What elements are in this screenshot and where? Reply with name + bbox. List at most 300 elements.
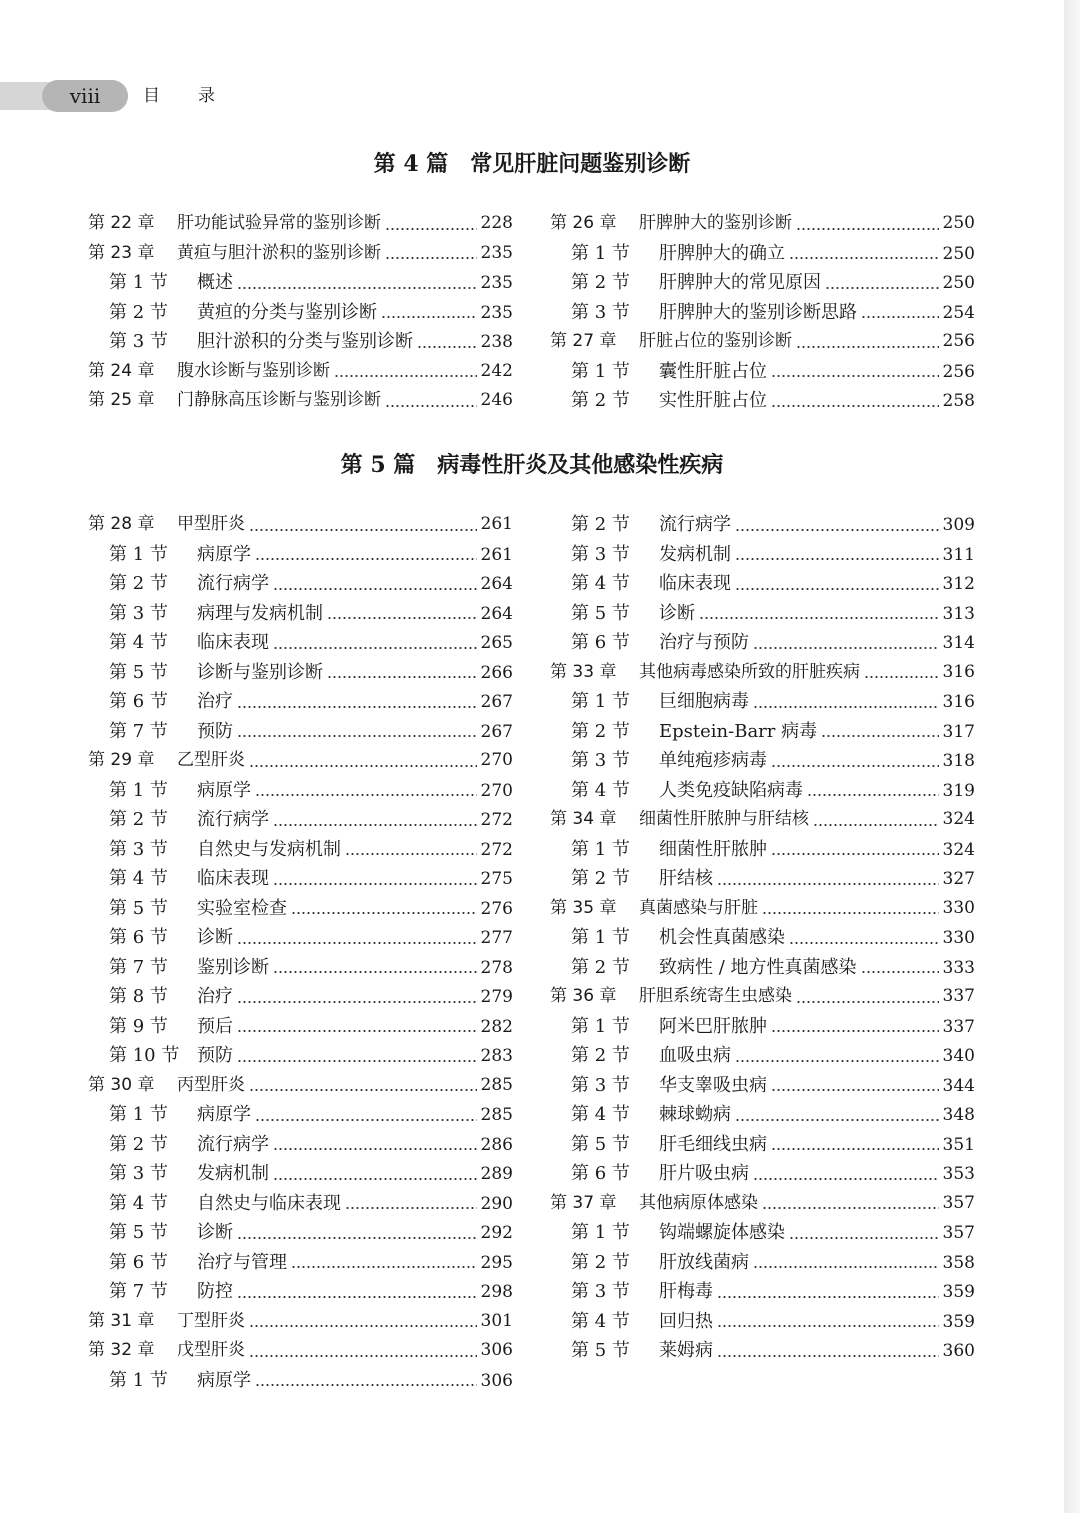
toc-chapter-entry — [550, 805, 975, 835]
entry-title: 单纯疱疹病毒 — [659, 750, 767, 771]
entry-title: 临床表现 — [197, 632, 269, 653]
dot-leader — [771, 1148, 939, 1150]
entry-label: 第 5 节 — [571, 602, 630, 624]
entry-title: 门静脉高压诊断与鉴别诊断 — [177, 390, 381, 410]
entry-page-number: 324 — [942, 809, 975, 829]
toc-chapter-entry — [88, 386, 513, 416]
entry-title: 棘球蚴病 — [659, 1104, 731, 1125]
entry-page-number: 292 — [480, 1223, 513, 1243]
entry-title: 戊型肝炎 — [177, 1340, 245, 1360]
entry-title: 肝脾肿大的鉴别诊断思路 — [659, 301, 857, 323]
toc-section-entry — [88, 1189, 513, 1219]
entry-page-number: 270 — [480, 750, 513, 770]
toc-section-entry — [550, 1130, 975, 1160]
entry-page-number: 286 — [480, 1134, 513, 1155]
toc-section-entry — [550, 386, 975, 416]
entry-page-number: 275 — [480, 869, 513, 889]
dot-leader — [825, 287, 939, 289]
toc-section-entry — [550, 510, 975, 540]
dot-leader — [861, 316, 939, 318]
toc-section-entry — [88, 717, 513, 747]
entry-label: 第 3 节 — [109, 838, 168, 860]
dot-leader — [753, 1266, 939, 1268]
entry-title: 临床表现 — [659, 573, 731, 594]
entry-title: 血吸虫病 — [659, 1045, 731, 1066]
entry-page-number: 228 — [480, 213, 513, 233]
dot-leader — [789, 1237, 939, 1239]
entry-page-number: 313 — [942, 603, 975, 624]
dot-leader — [237, 1296, 477, 1298]
entry-label: 第 4 节 — [571, 779, 630, 801]
toc-section-entry — [88, 1248, 513, 1278]
entry-label: 第 23 章 — [88, 242, 155, 263]
entry-title: 肝结核 — [659, 868, 713, 889]
entry-label: 第 3 节 — [571, 750, 630, 771]
toc-section-entry — [88, 894, 513, 924]
toc-section-entry — [88, 298, 513, 328]
toc-section-entry — [88, 835, 513, 865]
toc-section-entry — [550, 1336, 975, 1366]
toc-section-entry — [550, 540, 975, 570]
entry-title: 诊断 — [659, 602, 695, 624]
dot-leader — [789, 942, 939, 944]
toc-section-entry — [88, 953, 513, 983]
entry-label: 第 31 章 — [88, 1310, 155, 1331]
entry-title: 真菌感染与肝脏 — [639, 897, 758, 918]
dot-leader — [735, 558, 939, 560]
entry-label: 第 4 节 — [109, 632, 168, 653]
entry-page-number: 261 — [480, 544, 513, 565]
entry-page-number: 311 — [942, 544, 975, 565]
entry-title: 治疗 — [197, 986, 233, 1007]
dot-leader — [771, 853, 939, 855]
entry-title: 其他病原体感染 — [639, 1192, 758, 1213]
entry-title: 肝放线菌病 — [659, 1251, 749, 1273]
entry-title: 肝脏占位的鉴别诊断 — [639, 331, 792, 351]
dot-leader — [273, 1178, 477, 1180]
dot-leader — [771, 375, 939, 377]
toc-chapter-entry — [550, 327, 975, 357]
entry-page-number: 246 — [480, 390, 513, 410]
entry-title: 细菌性肝脓肿 — [659, 838, 767, 860]
entry-page-number: 358 — [942, 1252, 975, 1273]
dot-leader — [237, 735, 477, 737]
toc-section-entry — [88, 1366, 513, 1396]
toc-section-entry — [550, 1100, 975, 1130]
entry-title: 莱姆病 — [659, 1340, 713, 1361]
entry-label: 第 2 节 — [571, 1045, 630, 1066]
toc-section-entry — [88, 923, 513, 953]
dot-leader — [771, 1089, 939, 1091]
entry-title: 钩端螺旋体感染 — [659, 1222, 785, 1243]
entry-page-number: 261 — [480, 514, 513, 534]
toc-section-entry — [550, 687, 975, 717]
entry-label: 第 3 节 — [109, 331, 168, 352]
header-title: 目录 — [143, 86, 253, 106]
dot-leader — [385, 405, 477, 407]
entry-label: 第 5 节 — [109, 1222, 168, 1243]
entry-page-number: 258 — [942, 391, 975, 411]
entry-page-number: 306 — [480, 1370, 513, 1391]
entry-page-number: 357 — [942, 1223, 975, 1243]
dot-leader — [771, 765, 939, 767]
entry-title: 发病机制 — [659, 543, 731, 565]
entry-title: 肝毛细线虫病 — [659, 1133, 767, 1155]
toc-chapter-entry — [550, 1189, 975, 1219]
entry-label: 第 3 节 — [571, 1281, 630, 1302]
entry-title: 概述 — [197, 272, 233, 293]
entry-label: 第 5 节 — [571, 1340, 630, 1361]
entry-page-number: 301 — [480, 1310, 513, 1331]
entry-label: 第 1 节 — [571, 242, 630, 264]
entry-label: 第 1 节 — [109, 1104, 168, 1125]
entry-title: 回归热 — [659, 1310, 713, 1332]
entry-label: 第 1 节 — [571, 360, 630, 382]
entry-title: 细菌性肝脓肿与肝结核 — [639, 809, 809, 829]
entry-title: Epstein-Barr 病毒 — [659, 720, 818, 742]
entry-label: 第 1 节 — [109, 543, 168, 565]
entry-label: 第 5 节 — [109, 661, 168, 683]
entry-title: 病原学 — [197, 1369, 251, 1391]
dot-leader — [796, 228, 939, 230]
dot-leader — [273, 971, 477, 973]
entry-title: 诊断 — [197, 927, 233, 948]
entry-title: 流行病学 — [659, 514, 731, 535]
toc-section-entry — [550, 1277, 975, 1307]
entry-label: 第 4 节 — [571, 573, 630, 594]
toc-section-entry — [88, 569, 513, 599]
entry-page-number: 272 — [480, 839, 513, 860]
entry-page-number: 250 — [942, 243, 975, 264]
toc-section-entry — [88, 628, 513, 658]
dot-leader — [717, 883, 939, 885]
entry-label: 第 7 节 — [109, 1281, 168, 1302]
entry-page-number: 265 — [480, 633, 513, 653]
entry-page-number: 283 — [480, 1046, 513, 1066]
entry-title: 肝脾肿大的确立 — [659, 242, 785, 264]
entry-label: 第 7 节 — [109, 956, 168, 978]
dot-leader — [273, 824, 477, 826]
entry-page-number: 306 — [480, 1340, 513, 1360]
toc-section-entry — [88, 268, 513, 298]
dot-leader — [813, 824, 939, 826]
entry-page-number: 278 — [480, 957, 513, 978]
entry-page-number: 276 — [480, 898, 513, 919]
entry-page-number: 235 — [480, 242, 513, 263]
toc-section-entry — [550, 1071, 975, 1101]
entry-title: 实验室检查 — [197, 897, 287, 919]
toc-section-entry — [88, 687, 513, 717]
entry-label: 第 3 节 — [571, 301, 630, 323]
toc-section-entry — [550, 1041, 975, 1071]
entry-label: 第 7 节 — [109, 720, 168, 742]
dot-leader — [255, 558, 477, 560]
entry-title: 鉴别诊断 — [197, 956, 269, 978]
entry-page-number: 277 — [480, 928, 513, 948]
entry-title: 致病性 / 地方性真菌感染 — [659, 956, 857, 978]
toc-section-entry — [88, 658, 513, 688]
entry-title: 人类免疫缺陷病毒 — [659, 779, 803, 801]
toc-section-entry — [88, 805, 513, 835]
entry-page-number: 250 — [942, 273, 975, 293]
toc-section-entry — [550, 1248, 975, 1278]
entry-title: 病原学 — [197, 779, 251, 801]
entry-label: 第 3 节 — [571, 543, 630, 565]
dot-leader — [334, 375, 477, 377]
toc-section-entry — [550, 953, 975, 983]
entry-title: 肝脾肿大的鉴别诊断 — [639, 213, 792, 233]
entry-page-number: 316 — [942, 692, 975, 712]
entry-page-number: 285 — [480, 1105, 513, 1125]
entry-label: 第 30 章 — [88, 1074, 155, 1095]
toc-section-entry — [88, 1130, 513, 1160]
toc-section-entry — [88, 1277, 513, 1307]
entry-title: 预防 — [197, 1045, 233, 1066]
entry-page-number: 330 — [942, 897, 975, 918]
entry-page-number: 333 — [942, 957, 975, 978]
entry-page-number: 348 — [942, 1105, 975, 1125]
entry-title: 预后 — [197, 1015, 233, 1037]
dot-leader — [796, 346, 939, 348]
entry-title: 甲型肝炎 — [177, 514, 245, 534]
entry-label: 第 27 章 — [550, 331, 617, 351]
entry-title: 胆汁淤积的分类与鉴别诊断 — [197, 331, 413, 352]
entry-title: 诊断 — [197, 1222, 233, 1243]
dot-leader — [735, 588, 939, 590]
entry-label: 第 2 节 — [109, 1133, 168, 1155]
dot-leader — [807, 794, 939, 796]
dot-leader — [255, 1119, 477, 1121]
entry-title: 诊断与鉴别诊断 — [197, 661, 323, 683]
entry-page-number: 314 — [942, 633, 975, 653]
entry-page-number: 256 — [942, 331, 975, 351]
entry-title: 防控 — [197, 1281, 233, 1302]
entry-page-number: 337 — [942, 986, 975, 1006]
dot-leader — [237, 1030, 477, 1032]
part-4-left-column — [88, 209, 513, 416]
toc-chapter-entry — [88, 746, 513, 776]
dot-leader — [237, 287, 477, 289]
dot-leader — [771, 1030, 939, 1032]
part-4-title: 第 4 篇 常见肝脏问题鉴别诊断 — [373, 151, 691, 177]
toc-section-entry — [550, 1159, 975, 1189]
entry-title: 丁型肝炎 — [177, 1310, 245, 1331]
entry-title: 肝功能试验异常的鉴别诊断 — [177, 213, 381, 233]
entry-page-number: 272 — [480, 810, 513, 830]
dot-leader — [381, 316, 477, 318]
dot-leader — [291, 912, 477, 914]
entry-page-number: 267 — [480, 721, 513, 742]
entry-label: 第 6 节 — [109, 1251, 168, 1273]
dot-leader — [237, 1001, 477, 1003]
entry-title: 肝胆系统寄生虫感染 — [639, 986, 792, 1006]
entry-label: 第 2 节 — [571, 956, 630, 978]
entry-page-number: 327 — [942, 869, 975, 889]
entry-label: 第 3 节 — [109, 1163, 168, 1184]
toc-section-entry — [88, 1041, 513, 1071]
dot-leader — [789, 257, 939, 259]
entry-page-number: 340 — [942, 1046, 975, 1066]
entry-page-number: 264 — [480, 574, 513, 594]
entry-label: 第 6 节 — [109, 927, 168, 948]
toc-chapter-entry — [550, 982, 975, 1012]
entry-label: 第 5 节 — [109, 897, 168, 919]
entry-label: 第 5 节 — [571, 1133, 630, 1155]
dot-leader — [255, 1384, 477, 1386]
entry-label: 第 1 节 — [571, 927, 630, 948]
entry-page-number: 360 — [942, 1341, 975, 1361]
dot-leader — [717, 1296, 939, 1298]
dot-leader — [327, 676, 477, 678]
entry-title: 黄疸与胆汁淤积的鉴别诊断 — [177, 242, 381, 263]
entry-label: 第 33 章 — [550, 661, 617, 682]
toc-chapter-entry — [550, 209, 975, 239]
dot-leader — [345, 1207, 477, 1209]
entry-label: 第 8 节 — [109, 986, 168, 1007]
entry-page-number: 330 — [942, 928, 975, 948]
entry-label: 第 6 节 — [109, 691, 168, 712]
entry-title: 治疗 — [197, 691, 233, 712]
entry-page-number: 298 — [480, 1282, 513, 1302]
toc-section-entry — [550, 776, 975, 806]
entry-label: 第 35 章 — [550, 897, 617, 918]
entry-label: 第 4 节 — [571, 1104, 630, 1125]
toc-section-entry — [88, 982, 513, 1012]
entry-page-number: 242 — [480, 360, 513, 381]
entry-title: 乙型肝炎 — [177, 750, 245, 770]
dot-leader — [273, 588, 477, 590]
toc-section-entry — [550, 357, 975, 387]
toc-section-entry — [88, 599, 513, 629]
entry-title: 治疗与管理 — [197, 1251, 287, 1273]
entry-title: 腹水诊断与鉴别诊断 — [177, 360, 330, 381]
toc-section-entry — [88, 864, 513, 894]
dot-leader — [291, 1266, 477, 1268]
entry-page-number: 264 — [480, 603, 513, 624]
entry-title: 肝梅毒 — [659, 1281, 713, 1302]
entry-page-number: 309 — [942, 515, 975, 535]
entry-label: 第 2 节 — [109, 809, 168, 830]
toc-chapter-entry — [550, 894, 975, 924]
entry-page-number: 279 — [480, 987, 513, 1007]
toc-section-entry — [88, 1218, 513, 1248]
entry-page-number: 256 — [942, 361, 975, 382]
entry-label: 第 22 章 — [88, 213, 155, 233]
entry-page-number: 318 — [942, 751, 975, 771]
entry-label: 第 2 节 — [571, 868, 630, 889]
entry-title: 肝脾肿大的常见原因 — [659, 272, 821, 293]
toc-section-entry — [88, 1100, 513, 1130]
toc-section-entry — [88, 1159, 513, 1189]
dot-leader — [699, 617, 939, 619]
entry-label: 第 2 节 — [571, 720, 630, 742]
entry-label: 第 34 章 — [550, 809, 617, 829]
entry-page-number: 312 — [942, 574, 975, 594]
entry-page-number: 359 — [942, 1311, 975, 1332]
entry-page-number: 359 — [942, 1282, 975, 1302]
entry-label: 第 1 节 — [571, 1222, 630, 1243]
page-number: viii — [42, 80, 128, 112]
entry-label: 第 2 节 — [571, 390, 630, 411]
toc-chapter-entry — [88, 1307, 513, 1337]
part-5-title: 第 5 篇 病毒性肝炎及其他感染性疾病 — [340, 452, 724, 478]
toc-section-entry — [88, 776, 513, 806]
entry-label: 第 4 节 — [109, 868, 168, 889]
entry-page-number: 295 — [480, 1252, 513, 1273]
entry-label: 第 24 章 — [88, 360, 155, 381]
dot-leader — [717, 1355, 939, 1357]
entry-label: 第 32 章 — [88, 1340, 155, 1360]
entry-page-number: 290 — [480, 1193, 513, 1214]
toc-section-entry — [550, 746, 975, 776]
entry-label: 第 36 章 — [550, 986, 617, 1006]
entry-label: 第 29 章 — [88, 750, 155, 770]
entry-title: 阿米巴肝脓肿 — [659, 1015, 767, 1037]
dot-leader — [771, 405, 939, 407]
entry-label: 第 1 节 — [109, 1369, 168, 1391]
entry-page-number: 254 — [942, 302, 975, 323]
entry-title: 病理与发病机制 — [197, 602, 323, 624]
toc-section-entry — [88, 540, 513, 570]
entry-page-number: 324 — [942, 839, 975, 860]
entry-page-number: 337 — [942, 1016, 975, 1037]
part-5-left-column — [88, 510, 513, 1395]
dot-leader — [385, 228, 477, 230]
entry-page-number: 344 — [942, 1075, 975, 1096]
entry-label: 第 4 节 — [571, 1310, 630, 1332]
entry-label: 第 1 节 — [571, 691, 630, 712]
running-header — [0, 80, 260, 112]
dot-leader — [861, 971, 939, 973]
dot-leader — [762, 912, 939, 914]
entry-label: 第 3 节 — [571, 1074, 630, 1096]
dot-leader — [249, 1355, 477, 1357]
entry-label: 第 2 节 — [571, 272, 630, 293]
dot-leader — [237, 706, 477, 708]
toc-section-entry — [550, 268, 975, 298]
entry-label: 第 2 节 — [571, 1251, 630, 1273]
entry-title: 其他病毒感染所致的肝脏疾病 — [639, 661, 860, 682]
entry-page-number: 267 — [480, 692, 513, 712]
entry-page-number: 316 — [942, 661, 975, 682]
dot-leader — [753, 647, 939, 649]
toc-section-entry — [550, 717, 975, 747]
entry-page-number: 238 — [480, 332, 513, 352]
entry-title: 华支睾吸虫病 — [659, 1074, 767, 1096]
dot-leader — [249, 1325, 477, 1327]
toc-section-entry — [550, 628, 975, 658]
entry-page-number: 353 — [942, 1164, 975, 1184]
entry-label: 第 1 节 — [109, 779, 168, 801]
entry-label: 第 3 节 — [109, 602, 168, 624]
toc-chapter-entry — [88, 1336, 513, 1366]
entry-page-number: 282 — [480, 1016, 513, 1037]
entry-title: 治疗与预防 — [659, 632, 749, 653]
entry-title: 实性肝脏占位 — [659, 390, 767, 411]
entry-title: 肝片吸虫病 — [659, 1163, 749, 1184]
entry-label: 第 2 节 — [109, 573, 168, 594]
entry-label: 第 6 节 — [571, 1163, 630, 1184]
entry-page-number: 319 — [942, 780, 975, 801]
dot-leader — [717, 1325, 939, 1327]
entry-title: 流行病学 — [197, 573, 269, 594]
dot-leader — [735, 1060, 939, 1062]
toc-chapter-entry — [88, 1071, 513, 1101]
entry-page-number: 357 — [942, 1192, 975, 1213]
toc-section-entry — [550, 1218, 975, 1248]
toc-chapter-entry — [88, 510, 513, 540]
entry-title: 黄疸的分类与鉴别诊断 — [197, 301, 377, 323]
